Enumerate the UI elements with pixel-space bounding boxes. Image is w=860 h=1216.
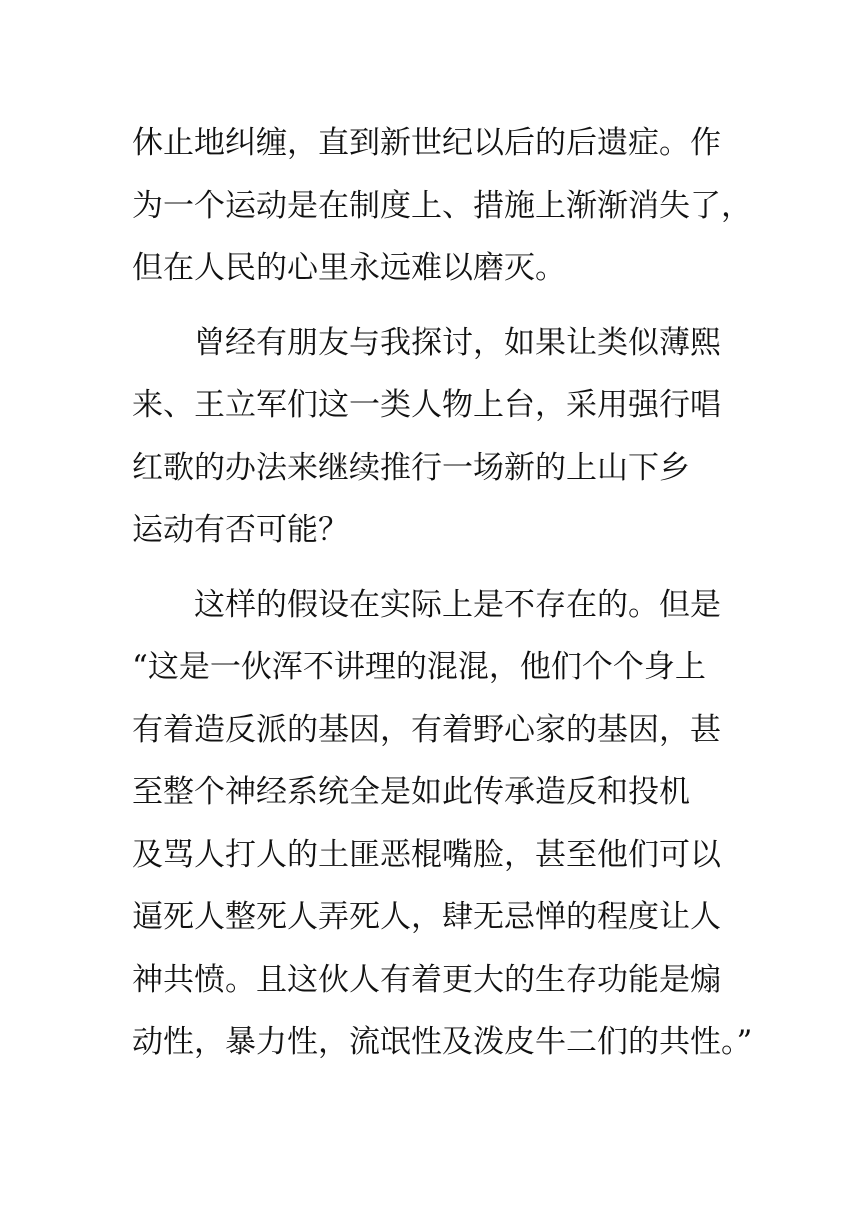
text-line: 这样的假设在实际上是不存在的。但是: [194, 586, 721, 623]
text-line: 休止地纠缠，直到新世纪以后的后遗症。作: [132, 125, 721, 161]
paragraph-spacing: [132, 562, 742, 574]
text-line: 来、王立军们这一类人物上台，采用强行唱: [132, 387, 721, 423]
paragraph-spacing: [132, 300, 742, 312]
text-line: 但在人民的心里永远难以磨灭。: [132, 250, 566, 286]
text-line: 曾经有朋友与我探讨，如果让类似薄熙: [194, 324, 721, 361]
text-line: 神共愤。且这伙人有着更大的生存功能是煽: [132, 961, 721, 998]
text-line: 及骂人打人的土匪恶棍嘴脸，甚至他们可以: [132, 836, 721, 873]
text-line: 至整个神经系统全是如此传承造反和投机: [132, 774, 690, 810]
text-line: 运动有否可能？: [132, 512, 349, 548]
text-line: 为一个运动是在制度上、措施上渐渐消失了，: [132, 187, 752, 224]
paragraph-2: [132, 312, 742, 562]
text-line: 红歌的办法来继续推行一场新的上山下乡: [132, 449, 690, 486]
body-text: [132, 112, 753, 1074]
paragraph-3: [132, 574, 753, 1074]
text-line: 动性，暴力性，流氓性及泼皮牛二们的共性。”: [132, 1024, 753, 1060]
text-line: 逼死人整死人弄死人，肆无忌惮的程度让人: [132, 899, 721, 935]
text-line: “这是一伙浑不讲理的混混，他们个个身上: [132, 649, 706, 685]
text-line: 有着造反派的基因，有着野心家的基因，甚: [132, 711, 721, 748]
paragraph-1: [132, 112, 752, 300]
